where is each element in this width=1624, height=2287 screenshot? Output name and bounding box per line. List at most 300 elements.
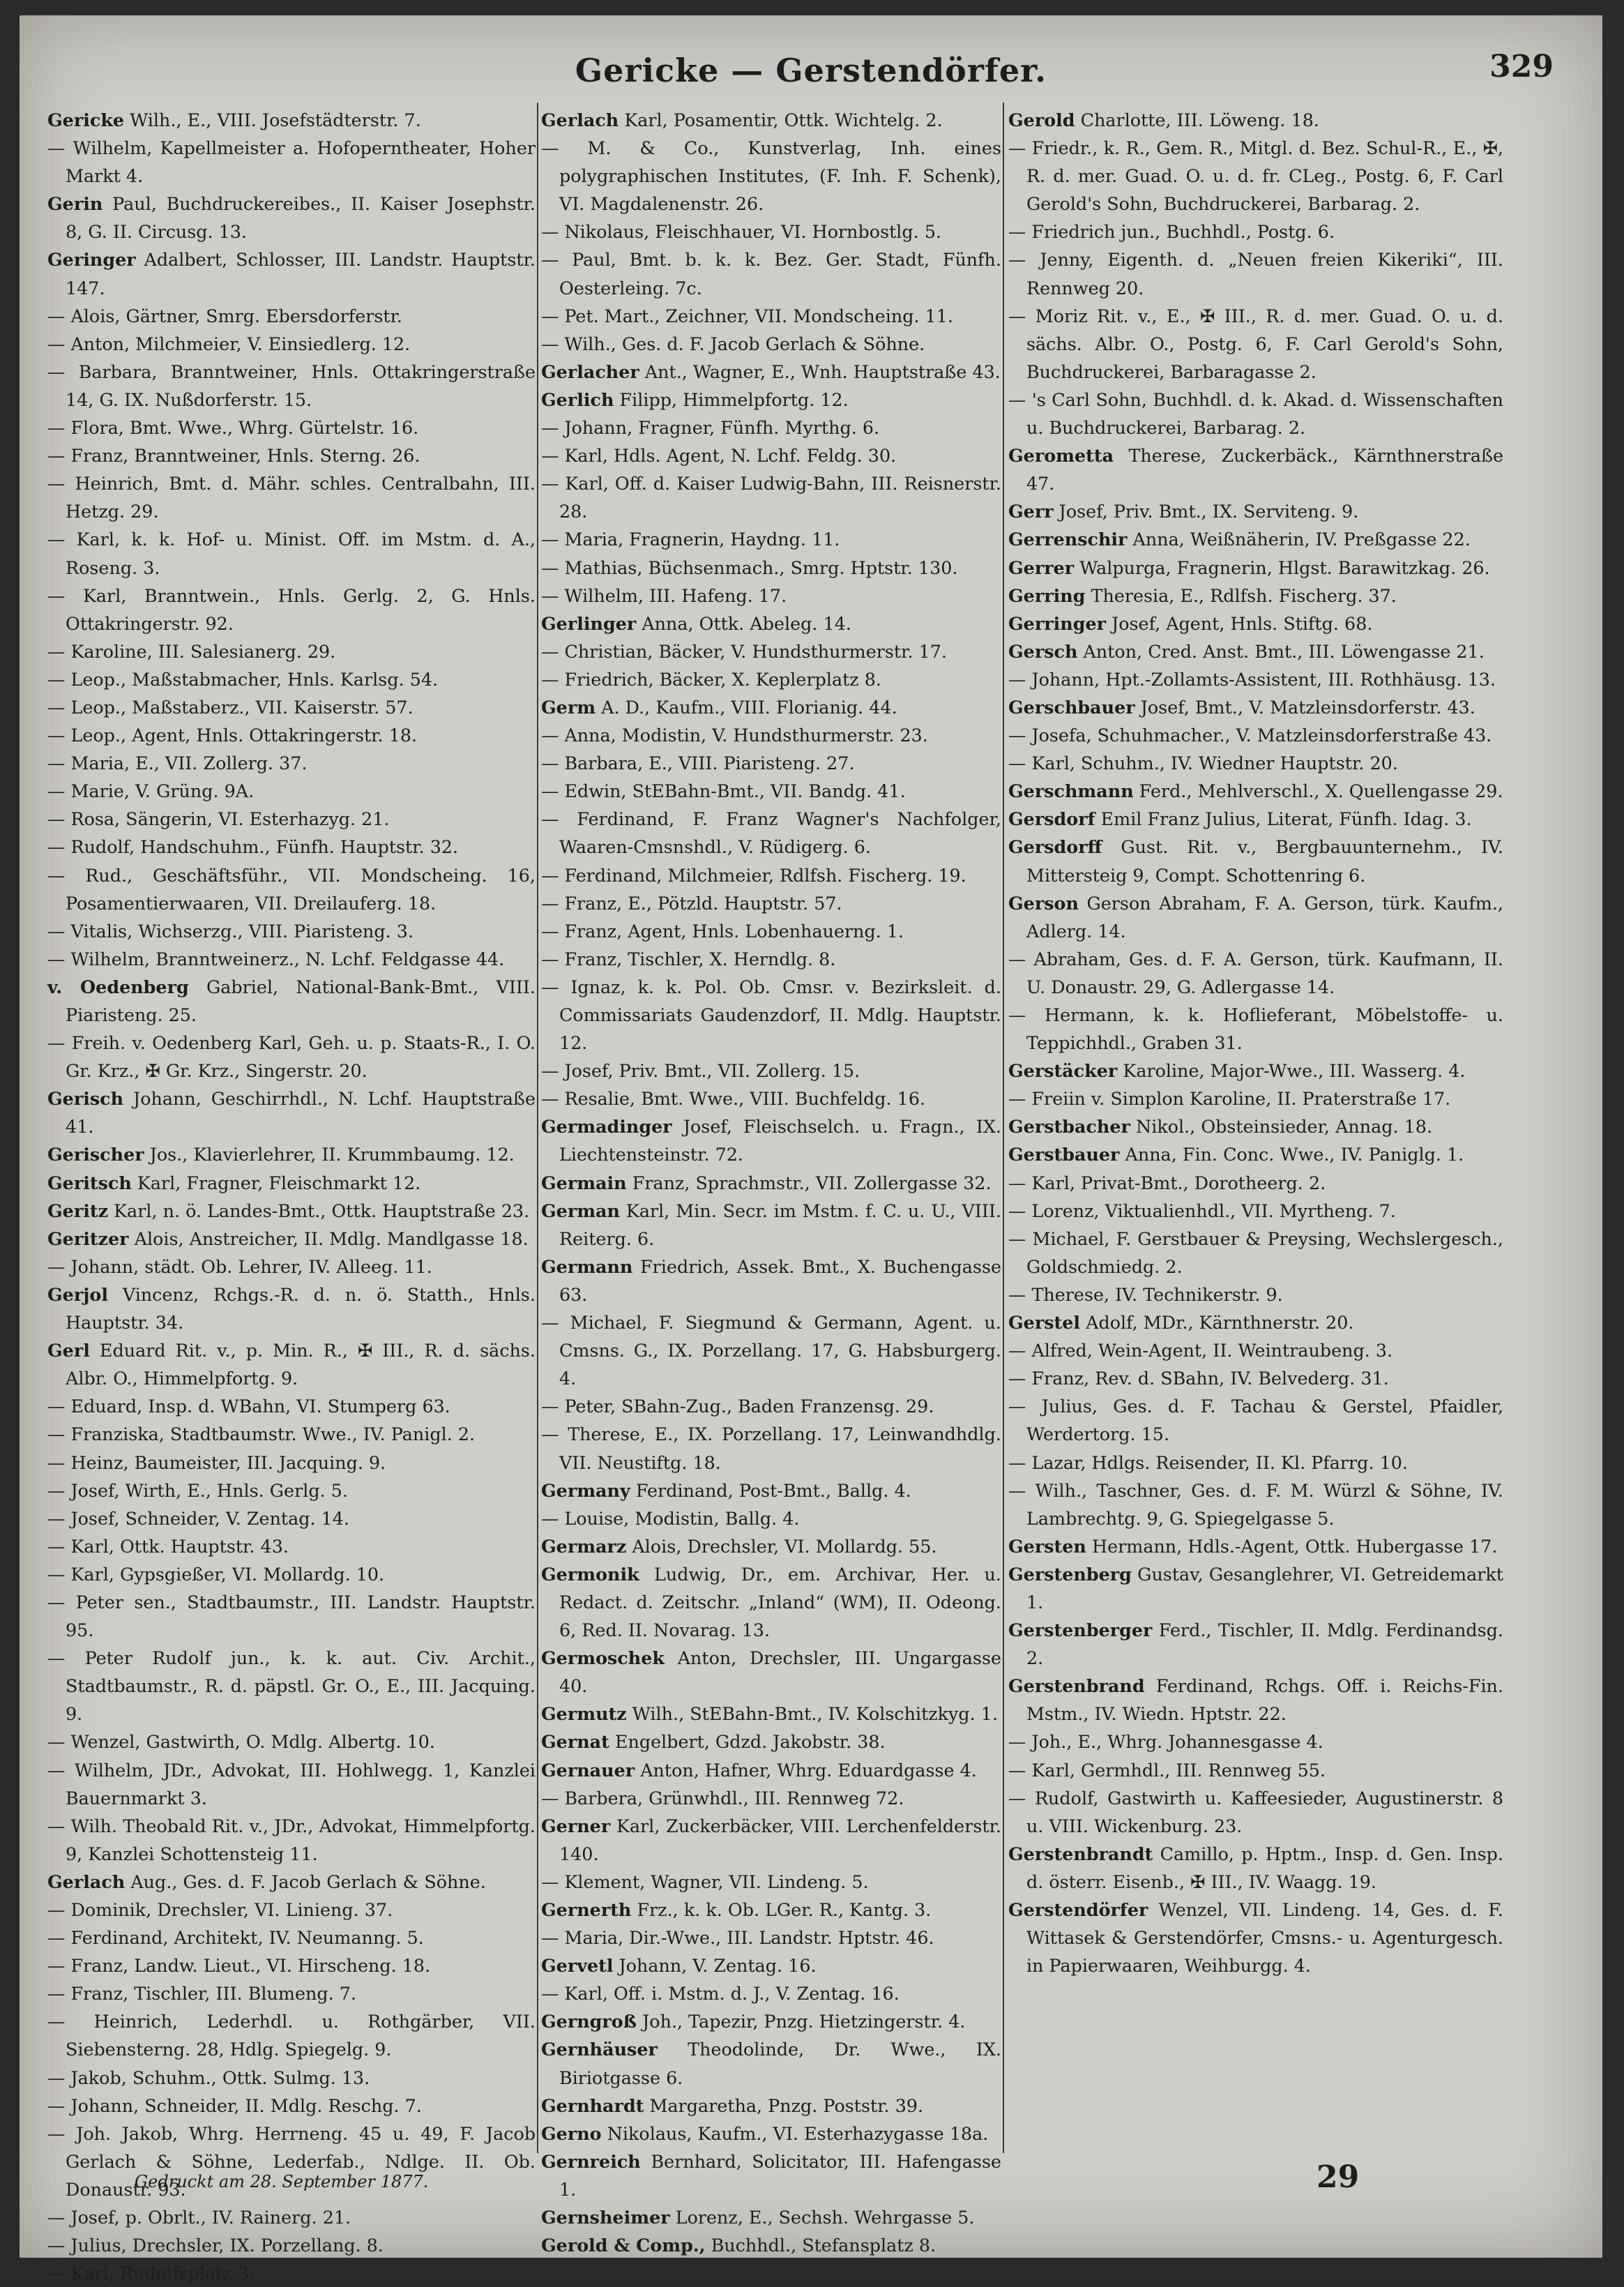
entry-surname: Gerstendörfer	[1008, 1899, 1148, 1920]
directory-entry	[47, 1868, 536, 1896]
entry-surname: Gernreich	[541, 2150, 641, 2172]
entry-details: Nikolaus, Fleischhauer, VI. Hornbostlg. 5.	[564, 221, 942, 243]
directory-entry	[1008, 1728, 1503, 1756]
entry-details: Karl, k. k. Hof- u. Minist. Off. im Mstm. d. A., Roseng. 3.	[66, 529, 536, 578]
entry-details: Johann, Fragner, Fünfh. Myrthg. 6.	[564, 417, 880, 439]
entry-surname: Gervetl	[541, 1955, 614, 1977]
directory-entry	[541, 525, 1001, 553]
entry-details: Ferdinand, Milchmeier, Rdlfsh. Fischerg. 19.	[564, 864, 966, 886]
directory-entry	[47, 1924, 536, 1952]
entry-details: Wilh., StEBahn-Bmt., IV. Kolschitzkyg. 1.	[632, 1703, 999, 1725]
directory-entry	[47, 805, 536, 833]
entry-details: Wilh. Theobald Rit. v., JDr., Advokat, Himmelpfortg. 9, Kanzlei Schottensteig 11.	[66, 1815, 536, 1864]
directory-entry	[541, 1784, 1001, 1812]
entry-surname: Gerschbauer	[1008, 696, 1135, 718]
entry-details: Nikol., Obsteinsieder, Annag. 18.	[1135, 1116, 1433, 1138]
directory-entry	[1008, 945, 1503, 1001]
entry-details: Karl, Branntwein., Hnls. Gerlg. 2, G. Hnls. Ottakringerstr. 92.	[66, 584, 536, 634]
entry-details: Paul, Bmt. b. k. k. Bez. Ger. Stadt, Fünfh. Oesterleing. 7c.	[559, 249, 1001, 299]
entry-details: Jakob, Schuhm., Ottk. Sulmg. 13.	[70, 2067, 370, 2088]
directory-entry	[541, 1560, 1001, 1644]
entry-details: Franz, E., Pötzld. Hauptstr. 57.	[564, 892, 842, 914]
entry-surname: Gerring	[1008, 584, 1086, 606]
entry-details: Engelbert, Gdzd. Jakobstr. 38.	[614, 1731, 886, 1753]
entry-details: Joh., E., Whrg. Johannesgasse 4.	[1031, 1731, 1323, 1753]
directory-entry	[47, 721, 536, 749]
entry-details: Karl, Schuhm., IV. Wiedner Hauptstr. 20.	[1031, 753, 1398, 774]
directory-entry	[47, 1979, 536, 2007]
entry-details: Adolf, MDr., Kärnthnerstr. 20.	[1086, 1312, 1354, 1334]
entry-details: Friedrich, Bäcker, X. Keplerplatz 8.	[564, 668, 881, 690]
entry-surname: Gerstel	[1008, 1312, 1081, 1334]
entry-details: Theodolinde, Dr. Wwe., IX. Biriotgasse 6.	[559, 2039, 1002, 2088]
directory-entry	[1008, 721, 1503, 749]
entry-details: Hermann, k. k. Hoflieferant, Möbelstoffe- u. Teppichhdl., Graben 31.	[1026, 1004, 1503, 1054]
directory-entry	[1008, 749, 1503, 777]
directory-entry	[47, 330, 536, 358]
entry-details: Walpurga, Fragnerin, Hlgst. Barawitzkag. 26.	[1079, 557, 1490, 578]
directory-entry	[1008, 1840, 1503, 1896]
directory-entry	[47, 1532, 536, 1560]
directory-entry	[541, 917, 1001, 945]
directory-entry	[47, 2092, 536, 2120]
directory-entry	[47, 945, 536, 973]
directory-entry	[47, 2203, 536, 2231]
entry-surname: Gerstäcker	[1008, 1060, 1118, 1082]
directory-entry	[1008, 1784, 1503, 1840]
directory-entry	[1008, 106, 1503, 134]
entry-details: Franz, Sprachmstr., VII. Zollergasse 32.	[632, 1172, 992, 1193]
entry-surname: Gerold	[1008, 110, 1075, 130]
directory-entry	[1008, 610, 1503, 637]
entry-surname: Gerno	[541, 2122, 602, 2144]
directory-entry	[47, 1952, 536, 1979]
entry-details: Eduard, Insp. d. WBahn, VI. Stumperg 63.	[70, 1396, 450, 1417]
entry-details: Gustav, Gesanglehrer, VI. Getreidemarkt 1.	[1026, 1563, 1503, 1613]
entry-surname: Gersch	[1008, 640, 1078, 662]
directory-entry	[1008, 1085, 1503, 1112]
entry-details: Adalbert, Schlosser, III. Landstr. Hauptstr. 147.	[66, 249, 536, 299]
directory-entry	[47, 1420, 536, 1448]
page-title: Gericke — Gerstendörfer.	[575, 52, 1047, 89]
directory-entry	[47, 693, 536, 721]
entry-details: Anna, Fin. Conc. Wwe., IV. Paniglg. 1.	[1125, 1144, 1464, 1165]
directory-entry	[47, 358, 536, 414]
entry-surname: Gerr	[1008, 501, 1054, 522]
entry-details: Karl, n. ö. Landes-Bmt., Ottk. Hauptstraße 23.	[114, 1200, 530, 1221]
directory-entry	[47, 1169, 536, 1197]
directory-entry	[541, 2148, 1001, 2203]
entry-details: Wilhelm, Branntweinerz., N. Lchf. Feldgasse 44.	[70, 948, 505, 969]
entry-details: Johann, Schneider, II. Mdlg. Reschg. 7.	[70, 2094, 422, 2116]
directory-entry	[1008, 497, 1503, 525]
entry-details: Ferd., Tischler, II. Mdlg. Ferdinandsg. 2.	[1026, 1620, 1504, 1669]
entry-details: Moriz Rit. v., E., ✠ III., R. d. mer. Guad. O. u. d. sächs. Albr. O., Postg. 6, F. Carl Gerold's Sohn, Buchdruckerei, Barbaragasse 2.	[1026, 305, 1503, 382]
directory-entry	[541, 1896, 1001, 1924]
directory-entry	[47, 1896, 536, 1924]
entry-details: Marie, V. Grüng. 9A.	[70, 780, 255, 802]
directory-entry	[541, 1420, 1001, 1476]
directory-entry	[541, 889, 1001, 917]
directory-entry	[1008, 833, 1503, 889]
entry-surname: Gersdorff	[1008, 836, 1102, 858]
directory-entry	[1008, 805, 1503, 833]
directory-entry	[47, 1504, 536, 1532]
directory-entry	[1008, 134, 1503, 218]
entry-details: Abraham, Ges. d. F. A. Gerson, türk. Kaufmann, II. U. Donaustr. 29, G. Adlergasse 14.	[1026, 948, 1503, 997]
entry-details: Wenzel, VII. Lindeng. 14, Ges. d. F. Wittasek & Gerstendörfer, Cmsns.- u. Agenturgesch. in Papierwaaren, Weihburgg. 4.	[1026, 1899, 1503, 1977]
entry-details: Joh., Tapezir, Pnzg. Hietzingerstr. 4.	[642, 2011, 966, 2032]
entry-details: Karoline, Major-Wwe., III. Wasserg. 4.	[1123, 1060, 1466, 1082]
entry-details: Rud., Geschäftsführ., VII. Mondscheing. 16, Posamentierwaaren, VII. Dreilauferg. 18.	[66, 864, 536, 914]
directory-entry	[541, 861, 1001, 889]
entry-surname: Gerlach	[541, 110, 619, 130]
entry-details: Rudolf, Gastwirth u. Kaffeesieder, Augustinerstr. 8 u. VIII. Wickenburg. 23.	[1026, 1787, 1503, 1836]
directory-entry	[47, 2259, 536, 2287]
entry-details: Flora, Bmt. Wwe., Whrg. Gürtelstr. 16.	[70, 417, 419, 439]
entry-details: Ignaz, k. k. Pol. Ob. Cmsr. v. Bezirksleit. d. Commissariats Gaudenzdorf, II. Mdlg. Hauptstr. 12.	[559, 976, 1001, 1054]
directory-entry	[47, 861, 536, 917]
directory-entry	[47, 134, 536, 190]
entry-details: Mathias, Büchsenmach., Smrg. Hptstr. 130.	[564, 557, 958, 578]
directory-entry	[1008, 1756, 1503, 1784]
entry-details: Filipp, Himmelpfortg. 12.	[619, 388, 849, 410]
directory-entry	[541, 2231, 1001, 2259]
directory-entry	[47, 2064, 536, 2092]
directory-entry	[541, 1308, 1001, 1392]
directory-entry	[47, 469, 536, 525]
entry-details: Eduard Rit. v., p. Min. R., ✠ III., R. d. sächs. Albr. O., Himmelpfortg. 9.	[66, 1340, 536, 1389]
directory-entry	[541, 1868, 1001, 1896]
entry-surname: Gernerth	[541, 1899, 632, 1920]
directory-entry	[1008, 246, 1503, 301]
entry-details: Therese, E., IX. Porzellang. 17, Leinwandhdlg. VII. Neustiftg. 18.	[559, 1424, 1001, 1473]
directory-entry	[47, 1756, 536, 1812]
entry-details: Franz, Landw. Lieut., VI. Hirscheng. 18.	[70, 1955, 431, 1977]
directory-entry	[541, 973, 1001, 1057]
entry-details: Karl, Germhdl., III. Rennweg 55.	[1031, 1759, 1326, 1781]
entry-details: Barbara, E., VIII. Piaristeng. 27.	[564, 753, 855, 774]
directory-entry	[1008, 1140, 1503, 1168]
directory-entry	[541, 414, 1001, 441]
directory-entry	[541, 218, 1001, 246]
column-divider	[1003, 103, 1004, 2153]
column-2	[541, 106, 1002, 2256]
directory-entry	[1008, 777, 1503, 805]
directory-entry	[541, 805, 1001, 861]
entry-surname: Gerlacher	[541, 361, 639, 382]
directory-entry	[1008, 1896, 1503, 1979]
entry-surname: Germann	[541, 1255, 633, 1277]
directory-entry	[47, 582, 536, 637]
entry-details: Wilh., Ges. d. F. Jacob Gerlach & Söhne.	[564, 333, 925, 354]
directory-entry	[541, 1392, 1001, 1420]
entry-surname: Gersdorf	[1008, 808, 1095, 830]
entry-details: Theresia, E., Rdlfsh. Fischerg. 37.	[1091, 584, 1397, 606]
directory-entry	[541, 1112, 1001, 1168]
entry-details: Karl, Off. d. Kaiser Ludwig-Bahn, III. Reisnerstr. 28.	[559, 473, 1001, 522]
entry-details: Resalie, Bmt. Wwe., VIII. Buchfeldg. 16.	[564, 1088, 926, 1110]
entry-details: Franz, Tischler, X. Herndlg. 8.	[564, 948, 836, 969]
directory-entry	[47, 1812, 536, 1868]
directory-entry	[541, 441, 1001, 469]
directory-entry	[541, 1644, 1001, 1700]
directory-entry	[1008, 1197, 1503, 1225]
directory-entry	[541, 749, 1001, 777]
entry-details: Josef, Schneider, V. Zentag. 14.	[70, 1507, 350, 1529]
directory-entry	[1008, 1364, 1503, 1392]
entry-details: Josef, p. Obrlt., IV. Rainerg. 21.	[70, 2207, 351, 2228]
entry-details: Heinz, Baumeister, III. Jacquing. 9.	[70, 1451, 386, 1473]
entry-details: Peter Rudolf jun., k. k. aut. Civ. Archit., Stadtbaumstr., R. d. päpstl. Gr. O., E., III. Jacquing. 9.	[66, 1647, 536, 1725]
entry-details: Barbera, Grünwhdl., III. Rennweg 72.	[564, 1787, 904, 1809]
entry-surname: German	[541, 1200, 620, 1221]
entry-details: Karoline, III. Salesianerg. 29.	[70, 640, 336, 662]
entry-details: Freiin v. Simplon Karoline, II. Praterstraße 17.	[1031, 1088, 1451, 1110]
entry-details: Karl, Zuckerbäcker, VIII. Lerchenfelderstr. 140.	[559, 1815, 1001, 1864]
directory-entry	[47, 414, 536, 441]
entry-details: Lorenz, Viktualienhdl., VII. Myrtheng. 7.	[1031, 1200, 1396, 1221]
entry-details: Barbara, Branntweiner, Hnls. Ottakringerstraße 14, G. IX. Nußdorferstr. 15.	[66, 361, 536, 410]
entry-details: Ferdinand, Rchgs. Off. i. Reichs-Fin. Mstm., IV. Wiedn. Hptstr. 22.	[1026, 1675, 1503, 1725]
entry-details: Nikolaus, Kaufm., VI. Esterhazygasse 18a.	[607, 2122, 989, 2144]
directory-entry	[541, 554, 1001, 582]
entry-surname: Germ	[541, 696, 596, 718]
entry-surname: Gernat	[541, 1731, 609, 1753]
entry-details: Peter sen., Stadtbaumstr., III. Landstr. Hauptstr. 95.	[66, 1591, 536, 1641]
directory-entry	[541, 777, 1001, 805]
directory-entry	[47, 1281, 536, 1336]
entry-details: Alfred, Wein-Agent, II. Weintraubeng. 3.	[1031, 1340, 1393, 1361]
entry-details: Ferdinand, F. Franz Wagner's Nachfolger, Waaren-Cmsnshdl., V. Rüdigerg. 6.	[559, 808, 1001, 858]
entry-details: Karl, Ottk. Hauptstr. 43.	[70, 1535, 289, 1557]
entry-surname: Gerstenberg	[1008, 1563, 1132, 1585]
entry-surname: Gerringer	[1008, 612, 1106, 634]
entry-surname: Germonik	[541, 1563, 639, 1585]
entry-details: Karl, Fragner, Fleischmarkt 12.	[137, 1172, 421, 1193]
entry-surname: Gernhardt	[541, 2094, 644, 2116]
directory-entry	[541, 610, 1001, 637]
directory-entry	[47, 1085, 536, 1140]
directory-entry	[1008, 525, 1503, 553]
entry-details: Maria, Dir.-Wwe., III. Landstr. Hptstr. 46.	[564, 1927, 934, 1949]
entry-details: Michael, F. Siegmund & Germann, Agent. u. Cmsns. G., IX. Porzellang. 17, G. Habsburgerg. 4.	[559, 1312, 1001, 1389]
directory-entry	[1008, 1616, 1503, 1672]
entry-surname: Geritz	[47, 1200, 109, 1221]
directory-entry	[47, 106, 536, 134]
entry-details: Jenny, Eigenth. d. „Neuen freien Kikeriki“, III. Rennweg 20.	[1026, 249, 1503, 299]
entry-details: Franz, Rev. d. SBahn, IV. Belvederg. 31.	[1031, 1368, 1389, 1389]
entry-details: Alois, Drechsler, VI. Mollardg. 55.	[632, 1535, 937, 1557]
entry-details: Friedr., k. R., Gem. R., Mitgl. d. Bez. Schul-R., E., ✠, R. d. mer. Guad. O. u. d. fr. CLeg., Postg. 6, F. Carl Gerold's Sohn, Buchdruckerei, Barbarag. 2.	[1026, 137, 1504, 215]
entry-details: Anna, Modistin, V. Hundsthurmerstr. 23.	[564, 725, 928, 746]
entry-details: 's Carl Sohn, Buchhdl. d. k. Akad. d. Wissenschaften u. Buchdruckerei, Barbarag. 2.	[1026, 388, 1503, 439]
entry-details: Johann, V. Zentag. 16.	[619, 1955, 817, 1977]
entry-surname: Germutz	[541, 1703, 627, 1725]
entry-details: Paul, Buchdruckereibes., II. Kaiser Josephstr. 8, G. II. Circusg. 13.	[66, 193, 536, 243]
entry-details: Ferdinand, Post-Bmt., Ballg. 4.	[635, 1479, 911, 1501]
entry-details: Dominik, Drechsler, VI. Linieng. 37.	[70, 1899, 393, 1920]
directory-entry	[47, 1140, 536, 1168]
directory-entry	[541, 721, 1001, 749]
directory-entry	[541, 1728, 1001, 1756]
directory-entry	[1008, 1672, 1503, 1728]
directory-entry	[1008, 1281, 1503, 1308]
entry-surname: Gerin	[47, 193, 103, 215]
entry-details: Edwin, StEBahn-Bmt., VII. Bandg. 41.	[564, 780, 906, 802]
entry-details: Josef, Bmt., V. Matzleinsdorferstr. 43.	[1140, 696, 1475, 718]
entry-details: Christian, Bäcker, V. Hundsthurmerstr. 17.	[564, 640, 947, 662]
entry-surname: Germany	[541, 1479, 630, 1501]
directory-entry	[1008, 1001, 1503, 1057]
entry-details: Anton, Cred. Anst. Bmt., III. Löwengasse 21.	[1083, 640, 1485, 662]
entry-details: Friedrich jun., Buchhdl., Postg. 6.	[1031, 221, 1335, 243]
directory-entry	[541, 1197, 1001, 1253]
entry-details: Freih. v. Oedenberg Karl, Geh. u. p. Staats-R., I. O. Gr. Krz., ✠ Gr. Krz., Singerstr. 20.	[66, 1032, 536, 1082]
directory-entry	[47, 1253, 536, 1281]
entry-surname: Gerschmann	[1008, 780, 1134, 802]
entry-surname: Gerstbacher	[1008, 1116, 1130, 1138]
entry-surname: Gerstbauer	[1008, 1144, 1120, 1165]
directory-entry	[541, 246, 1001, 301]
entry-surname: v. Oedenberg	[47, 976, 189, 997]
entry-details: Aug., Ges. d. F. Jacob Gerlach & Söhne.	[130, 1871, 486, 1892]
entry-details: Johann, Hpt.-Zollamts-Assistent, III. Rothhäusg. 13.	[1031, 668, 1496, 690]
entry-details: Camillo, p. Hptm., Insp. d. Gen. Insp. d. österr. Eisenb., ✠ III., IV. Waagg. 19.	[1026, 1843, 1503, 1892]
entry-surname: Geritzer	[47, 1228, 129, 1249]
page-header	[20, 43, 1602, 106]
entry-details: Wenzel, Gastwirth, O. Mdlg. Albertg. 10.	[70, 1731, 435, 1753]
entry-details: Leop., Maßstaberz., VII. Kaiserstr. 57.	[70, 696, 413, 718]
entry-details: Vitalis, Wichserzg., VIII. Piaristeng. 3.	[70, 920, 414, 942]
directory-entry	[541, 1057, 1001, 1085]
directory-entry	[47, 1336, 536, 1392]
directory-entry	[47, 973, 536, 1029]
directory-entry	[47, 302, 536, 330]
directory-entry	[1008, 554, 1503, 582]
entry-details: Heinrich, Lederhdl. u. Rothgärber, VII. Siebensterng. 28, Hdlg. Spiegelg. 9.	[66, 2011, 536, 2060]
entry-details: Karl, Min. Secr. im Mstm. f. C. u. U., VIII. Reiterg. 6.	[559, 1200, 1001, 1249]
directory-entry	[1008, 1532, 1503, 1560]
directory-entry	[541, 1477, 1001, 1504]
directory-entry	[541, 1253, 1001, 1308]
entry-surname: Germadinger	[541, 1116, 672, 1138]
entry-details: Lorenz, E., Sechsh. Wehrgasse 5.	[675, 2207, 975, 2228]
directory-entry	[541, 1532, 1001, 1560]
entry-surname: Gerl	[47, 1340, 90, 1361]
directory-entry	[541, 693, 1001, 721]
entry-details: Anton, Milchmeier, V. Einsiedlerg. 12.	[70, 333, 411, 354]
signature-mark: 29	[1316, 2159, 1360, 2195]
directory-entry	[541, 1756, 1001, 1784]
entry-details: Karl, Hdls. Agent, N. Lchf. Feldg. 30.	[564, 445, 897, 467]
entry-surname: Gernauer	[541, 1759, 635, 1781]
directory-entry	[541, 302, 1001, 330]
entry-surname: Gerometta	[1008, 445, 1114, 467]
entry-surname: Gerson	[1008, 892, 1079, 914]
directory-entry	[541, 945, 1001, 973]
entry-details: Maria, E., VII. Zollerg. 37.	[70, 753, 308, 774]
column-divider	[537, 103, 538, 2153]
directory-entry	[47, 190, 536, 246]
entry-details: Frz., k. k. Ob. LGer. R., Kantg. 3.	[637, 1899, 932, 1920]
directory-entry	[1008, 1392, 1503, 1448]
directory-entry	[1008, 1560, 1503, 1616]
entry-details: Wilhelm, III. Hafeng. 17.	[564, 584, 787, 606]
directory-entry	[541, 1952, 1001, 1979]
entry-surname: Gerstenbrandt	[1008, 1843, 1153, 1864]
entry-details: Peter, SBahn-Zug., Baden Franzensg. 29.	[564, 1396, 934, 1417]
directory-entry	[541, 665, 1001, 693]
entry-surname: Gerold & Comp.,	[541, 2235, 706, 2256]
directory-entry	[47, 246, 536, 301]
directory-entry	[1008, 582, 1503, 610]
directory-entry	[47, 2231, 536, 2259]
entry-details: Gerson Abraham, F. A. Gerson, türk. Kaufm., Adlerg. 14.	[1026, 892, 1503, 942]
directory-entry	[541, 2092, 1001, 2120]
directory-entry	[47, 749, 536, 777]
directory-entry	[47, 1449, 536, 1477]
entry-details: Vincenz, Rchgs.-R. d. n. ö. Statth., Hnls. Hauptstr. 34.	[66, 1283, 536, 1334]
directory-entry	[541, 2120, 1001, 2148]
entry-details: Heinrich, Bmt. d. Mähr. schles. Centralbahn, III. Hetzg. 29.	[66, 473, 536, 522]
entry-details: Leop., Agent, Hnls. Ottakringerstr. 18.	[70, 725, 418, 746]
directory-page	[20, 15, 1602, 2284]
entry-details: Anton, Drechsler, III. Ungargasse 40.	[559, 1647, 1001, 1697]
entry-details: Buchhdl., Stefansplatz 8.	[711, 2235, 936, 2256]
entry-details: Karl, Gypsgießer, VI. Mollardg. 10.	[70, 1563, 385, 1585]
directory-entry	[541, 134, 1001, 218]
entry-details: Ferd., Mehlverschl., X. Quellengasse 29.	[1139, 780, 1503, 802]
directory-entry	[47, 1477, 536, 1504]
directory-entry	[1008, 1112, 1503, 1140]
directory-entry	[47, 1392, 536, 1420]
entry-surname: Germain	[541, 1172, 627, 1193]
entry-details: Anton, Hafner, Whrg. Eduardgasse 4.	[640, 1759, 977, 1781]
entry-details: Gabriel, National-Bank-Bmt., VIII. Piaristeng. 25.	[66, 976, 536, 1025]
directory-entry	[541, 1812, 1001, 1868]
entry-surname: Gerischer	[47, 1144, 144, 1165]
entry-surname: Gerjol	[47, 1283, 108, 1305]
entry-surname: Gerlich	[541, 388, 614, 410]
entry-details: Ant., Wagner, E., Wnh. Hauptstraße 43.	[644, 361, 1001, 382]
entry-details: Therese, IV. Technikerstr. 9.	[1031, 1283, 1283, 1305]
directory-entry	[541, 637, 1001, 665]
entry-details: Gust. Rit. v., Bergbauunternehm., IV. Mittersteig 9, Compt. Schottenring 6.	[1026, 836, 1503, 886]
entry-details: Johann, städt. Ob. Lehrer, IV. Alleeg. 11.	[70, 1255, 432, 1277]
entry-surname: Gernsheimer	[541, 2207, 670, 2228]
entry-details: M. & Co., Kunstverlag, Inh. eines polygraphischen Institutes, (F. Inh. F. Schenk), VI. Magdalenenstr. 26.	[559, 137, 1001, 215]
entry-details: Ferdinand, Architekt, IV. Neumanng. 5.	[70, 1927, 424, 1949]
directory-entry	[541, 582, 1001, 610]
entry-details: Charlotte, III. Löweng. 18.	[1080, 110, 1319, 130]
entry-details: Maria, Fragnerin, Haydng. 11.	[564, 529, 840, 550]
directory-entry	[47, 1588, 536, 1644]
entry-surname: Geringer	[47, 249, 136, 271]
entry-details: Wilh., E., VIII. Josefstädterstr. 7.	[130, 110, 421, 130]
column-3	[1008, 106, 1503, 2136]
entry-details: Wilhelm, JDr., Advokat, III. Hohlwegg. 1, Kanzlei Bauernmarkt 3.	[66, 1759, 536, 1809]
entry-surname: Gerisch	[47, 1088, 124, 1110]
directory-entry	[1008, 386, 1503, 441]
entry-details: Bernhard, Solicitator, III. Hafengasse 1.	[559, 2150, 1002, 2200]
entry-details: Karl, Off. i. Mstm. d. J., V. Zentag. 16.	[564, 1983, 900, 2005]
directory-entry	[541, 1085, 1001, 1112]
directory-entry	[1008, 693, 1503, 721]
entry-details: Joh. Jakob, Whrg. Herrneng. 45 u. 49, F. Jacob Gerlach & Söhne, Lederfab., Ndlge. II. Ob. Donaustr. 93.	[66, 2122, 536, 2200]
entry-details: Louise, Modistin, Ballg. 4.	[564, 1507, 800, 1529]
entry-details: Rosa, Sängerin, VI. Esterhazyg. 21.	[70, 808, 390, 830]
